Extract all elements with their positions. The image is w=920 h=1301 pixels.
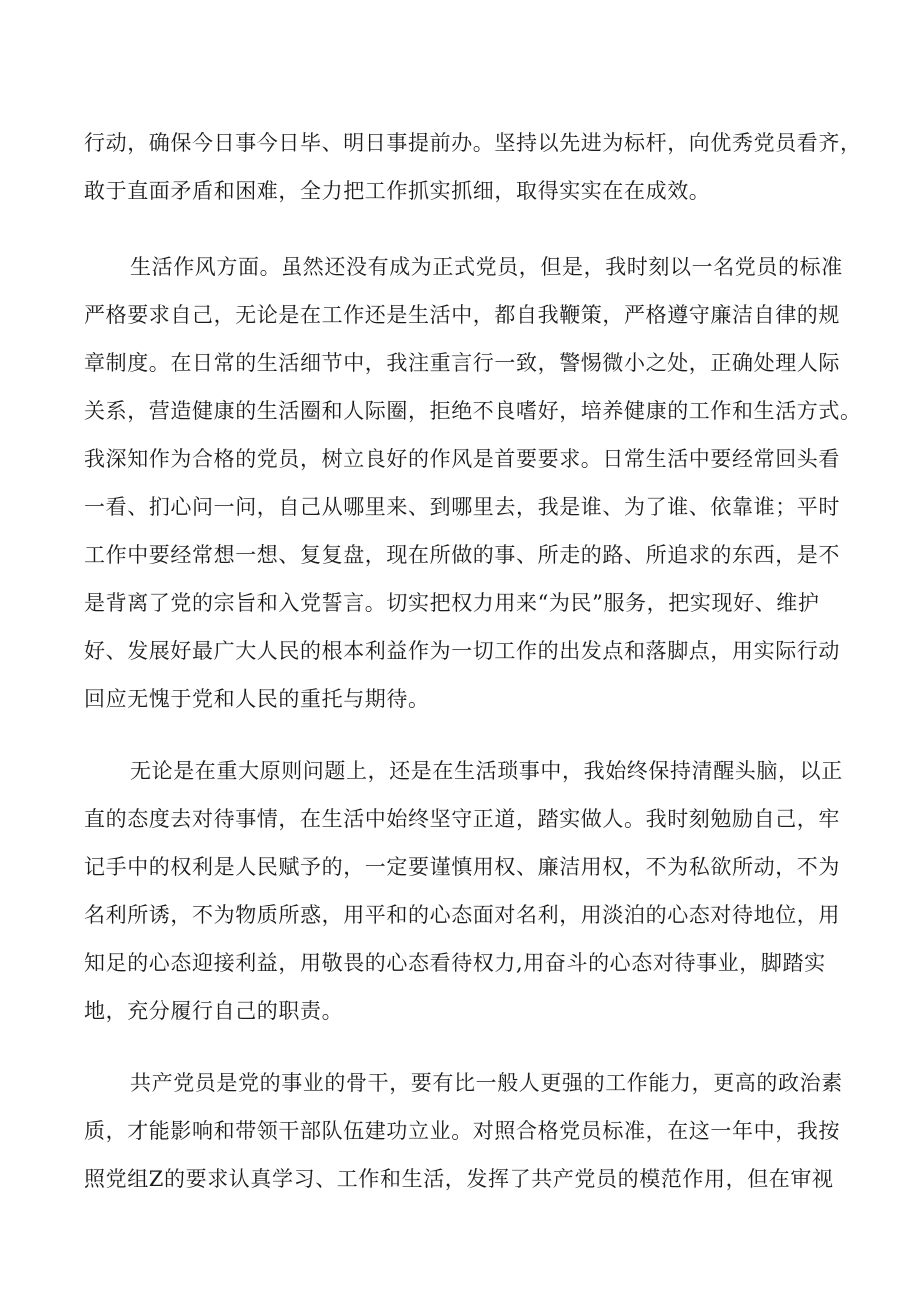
text-line: 工作中要经常想一想、复复盘，现在所做的事、所走的路、所追求的东西，是不 (84, 543, 840, 567)
text-line: 关系，营造健康的生活圈和人际圈，拒绝不良嗜好，培养健康的工作和生活方式。 (84, 399, 862, 423)
text-line: 名利所诱，不为物质所惑，用平和的心态面对名利，用淡泊的心态对待地位，用 (84, 903, 840, 927)
paragraph-first-line: 生活作风方面。虽然还没有成为正式党员，但是，我时刻以一名党员的标准 (130, 255, 843, 279)
text-line: 章制度。在日常的生活细节中，我注重言行一致，警惕微小之处，正确处理人际 (84, 351, 840, 375)
text-line: 地，充分履行自己的职责。 (84, 999, 344, 1023)
text-line: 照党组Z的要求认真学习、工作和生活，发挥了共产党员的模范作用，但在审视 (84, 1167, 834, 1191)
text-line: 严格要求自己，无论是在工作还是生活中，都自我鞭策，严格遵守廉洁自律的规 (84, 303, 840, 327)
paragraph-first-line: 共产党员是党的事业的骨干，要有比一般人更强的工作能力，更高的政治素 (130, 1071, 843, 1095)
text-line: 一看、扪心问一问，自己从哪里来、到哪里去，我是谁、为了谁、依靠谁；平时 (84, 495, 840, 519)
text-line: 知足的心态迎接利益，用敬畏的心态看待权力,用奋斗的心态对待事业，脚踏实 (84, 951, 826, 975)
text-line: 回应无愧于党和人民的重托与期待。 (84, 687, 430, 711)
text-line: 记手中的权利是人民赋予的，一定要谨慎用权、廉洁用权，不为私欲所动，不为 (84, 855, 840, 879)
text-line: 敢于直面矛盾和困难，全力把工作抓实抓细，取得实实在在成效。 (84, 179, 711, 203)
text-line: 行动，确保今日事今日毕、明日事提前办。坚持以先进为标杆，向优秀党员看齐， (84, 131, 862, 155)
text-line: 我深知作为合格的党员，树立良好的作风是首要要求。日常生活中要经常回头看 (84, 447, 840, 471)
text-line: 好、发展好最广大人民的根本利益作为一切工作的出发点和落脚点，用实际行动 (84, 639, 840, 663)
text-line: 质，才能影响和带领干部队伍建功立业。对照合格党员标准，在这一年中，我按 (84, 1119, 840, 1143)
text-line: 是背离了党的宗旨和入党誓言。切实把权力用来“为民”服务，把实现好、维护 (84, 591, 820, 615)
paragraph-first-line: 无论是在重大原则问题上，还是在生活琐事中，我始终保持清醒头脑，以正 (130, 759, 843, 783)
text-line: 直的态度去对待事情，在生活中始终坚守正道，踏实做人。我时刻勉励自己，牢 (84, 807, 840, 831)
